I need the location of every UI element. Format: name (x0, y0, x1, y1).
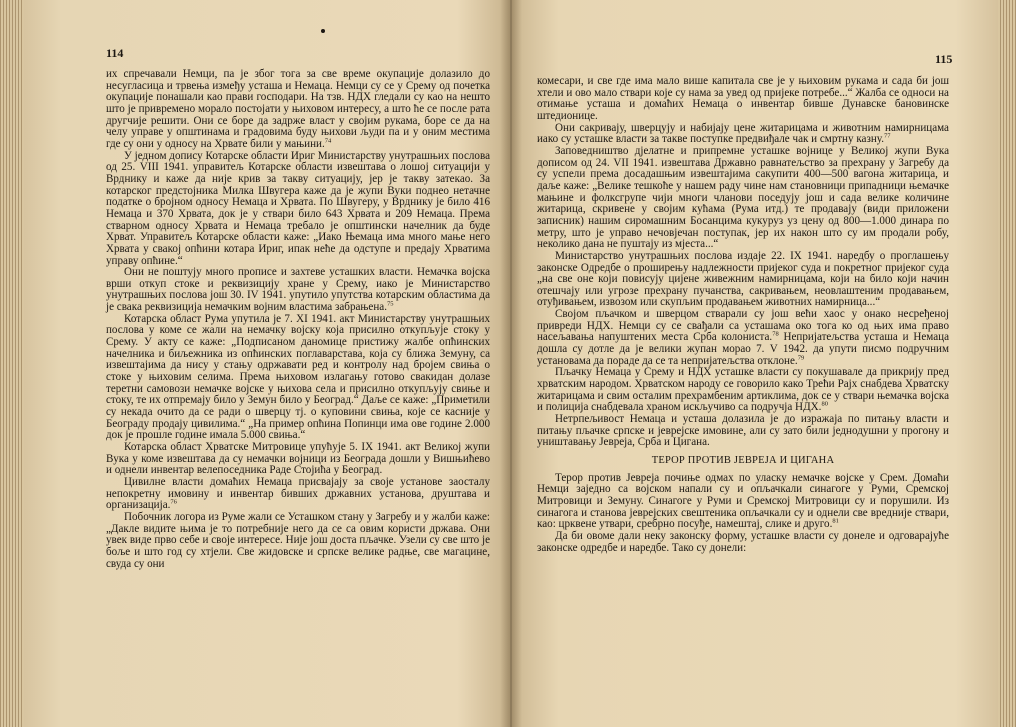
right-page-text (537, 76, 949, 554)
left-page-edges (0, 0, 24, 727)
left-page-text (106, 69, 490, 570)
right-page-edges (998, 0, 1016, 727)
paragraph (537, 531, 949, 554)
paragraph-text: Пљачку Немаца у Срему и НДХ усташке власти су покушавале да прикрију пред хрватским народом. Хрватском народу се говорило како Трећи Рајх снабдева Хрватску житарицама и свим осталим прехрамбеним артиклима, док се у ствари њемачка војска и полиција снабдевала храном искључиво са подручја НДХ. (537, 366, 949, 414)
ink-spot (321, 29, 325, 33)
paragraph-text: комесари, и све где има мало више капитала све је у њиховим рукама и сада би још хтели и ово мало ствари које су нама за увед од пријеке потребе...“ Жалба се односи на отимање усташа и домаћих Немаца о инвентар бивше Дунавске бановинске штедионице. (537, 75, 949, 122)
paragraph-text: Котарска област Рума упутила је 7. XI 1941. акт Министарству унутрашњих послова у коме се жали на немачку војску која присилно откупљује стоку у Срему. У акту се каже: „Подписаном даномице пристижу жалбе опћинских начелника и биљежника из опћинских поглаварстава, која су ближа Земуну, са извештајима да нису у стању одржавати ред и контролу над бројем свиња о стоке у њиховим селима. Према њиховом излагању готово свакидан долазе теретни самовози немачке војске у њихова села и присилно откупљују свиње и стоку, те их отпремају било у Земун било у Београд.“ Даље се каже: „Приметили су некада очито да се ради о шверцу тј. о куповини свиња, које се касније у Београду продају цивилима.“ „На пример опћина Попинци има ове године 2.000 док је прошле године имала 5.000 свиња.“ (106, 312, 490, 442)
footnote-marker: 81 (832, 517, 839, 525)
paragraphs-before-heading (537, 76, 949, 449)
paragraph-text: Котарска област Хрватске Митровице упућује 5. IX 1941. акт Великој жупи Вука у коме извештава да су немачки војници из Београда дошли у Вишњићево и однели инвентар велепоседника Раде Стојића у Београд. (106, 441, 490, 477)
paragraph-text: У једном допису Котарске области Ириг Министарству унутрашњих послова од 25. VIII 1941. управитељ Котарске области извештава о лошој ситуацији у Врднику и каже да није крив за такву ситуацију, јер је такву затекао. За котарског предстојника Милка Швугера каже да је жупи Вуки поднео нетачне податке о бројном односу Немаца и Хрвата. По Швугеру, у Врднику је било 416 Немаца и 370 Хрвата, док је у ствари било 643 Хрвата и 209 Немаца. Према стварном односу Хрвата и Немаца требало је општински начелник да буде Хрват. Управитељ Котарске области каже: „Иако Њемаца има много мање него Хрвата у свакој опћини котара Ириг, ипак неће да одступе и предају Хрватима управу опћине.“ (106, 149, 490, 267)
book-gutter (500, 0, 522, 727)
paragraph (106, 512, 490, 570)
paragraph-text: их спречавали Немци, па је због тога за све време окупације долазило до несугласица и трвења између усташа и Немаца. Немци су се у Срему од почетка окупације понашали као прави господари. На тзв. НДХ гледали су као на нешто што је привремено морало постојати у њиховом интересу, а што ће се после рата другчије решити. Они се боре да задрже власт у својим рукама, боре се да на челу управе у општинама и градовима буду њихови људи па и у оним местима где су они у односу на Хрвате били у мањини. (106, 68, 490, 150)
paragraph-text: Заповедништво дјелатне и припремне усташке војнице у Великој жупи Вука дописом од 24. VII 1941. извештава Државно равнатељство за прехрану у Загребу да су успели према досадашњим извештајима сакупити 400—500 вагона житарица, и даље каже: „Велике тешкоће у нашем раду чине нам становници припадници њемачке мањине и фолксгрупе чији многи чланови поседују још и сада велике количине житарица, скривене у својим кућама (Рума итд.) те продавају (види приложени записник) нашим сиромашним Босанцима кукуруз уз цену од 800—1.000 динара по метру, што је управо нечовјечан поступак, јер их након што су им продали робу, неколико дана не пуштају из мјеста...“ (537, 144, 949, 251)
paragraph (106, 69, 490, 151)
page-number: 114 (106, 46, 124, 60)
right-page (524, 0, 994, 727)
paragraphs-after-heading (537, 473, 949, 555)
footnote-marker: 76 (170, 498, 177, 506)
footnote-marker: 78 (772, 330, 779, 338)
paragraph-text: Побочник логора из Руме жали се Усташком стану у Загребу и у жалби каже: „Дакле видите њима је то потребније него да се са овим користи држава. Они увек виде прво себе и своје интересе. Није још доста пљачке. Узели су све што је боље и што год су хтјели. Све жидовске и српске велике радње, све магацине, свуда су они (106, 510, 490, 570)
paragraph-text: Да би овоме дали неку законску форму, усташке власти су донеле и одговарајуће законске одредбе и наредбе. Тако су донели: (537, 529, 949, 554)
left-page (28, 0, 500, 727)
footnote-marker: 75 (387, 300, 394, 308)
paragraph-text: Нетрпељивост Немаца и усташа долазила је до изражаја по питању власти и питању пљачке српске и јеврејске имовине, али су зато били једнодушни у прогону и уништавању Јевреја, Срба и Цигана. (537, 413, 949, 449)
paragraph (537, 123, 949, 146)
footnote-marker: 77 (884, 132, 891, 140)
paragraph (106, 267, 490, 314)
paragraph-text: Својом пљачком и шверцом стварали су још већи хаос у онако несређеној привреди НДХ. Немци су се свађали са усташама око тога ко од њих има право насељавања напуштених места Срба колониста. (537, 308, 949, 344)
paragraph (106, 477, 490, 512)
paragraph (537, 473, 949, 531)
paragraph (106, 442, 490, 477)
paragraph-text: Терор против Јевреја почиње одмах по уласку немачке војске у Срем. Домаћи Немци заједно са војском напали су и опљачкали синагоге у Руми, Сремској Митровици и Земуну. Синагоге у Руми и Сремској Митровици су и порушили. Из синагога и станова јеврејских свештеника опљачкали су и однели све вредније ствари, као: црквене утвари, сребрно посуђе, намештај, слике и друго. (537, 471, 949, 531)
paragraph (537, 146, 949, 251)
footnote-marker: 79 (797, 354, 805, 362)
paragraph (537, 414, 949, 449)
paragraph (106, 151, 490, 268)
paragraph-text: Министарство унутрашњих послова издаје 22. IX 1941. наредбу о проглашењу законске Одредбе о проширењу надлежности пријеког суда и покретног пријеког суда „на све оне који повисују цијене живежним намирницама, који на било који начин отешчају или угрозе прехрану пучанства, сакривањем, неовлаштеним продавањем, отуђивањем, извозом или скупљим продавањем животних намирница...“ (537, 249, 949, 309)
paragraph (537, 76, 949, 123)
page-number: 115 (935, 52, 953, 66)
paragraph (537, 251, 949, 309)
paragraph (537, 367, 949, 414)
paragraph (106, 314, 490, 442)
paragraph-text: Непријатељства усташа и Немаца дошла су дотле да је велики жупан морао 7. V 1942. да упути писмо подручним установама да пораде да се та непријатељства отклоне. (537, 331, 949, 367)
section-heading: ТЕРОР ПРОТИВ ЈЕВРЕЈА И ЦИГАНА (651, 455, 835, 466)
paragraph (537, 309, 949, 367)
footnote-marker: 74 (324, 137, 332, 145)
paragraph-text: Цивилне власти домаћих Немаца присвајају за своје установе заосталу непокретну имовину и инвентар бивших државних установа, друштава и организација. (106, 475, 490, 512)
paragraph-text: Они не поштују много прописе и захтеве усташких власти. Немачка војска врши откуп стоке и реквизицију хране у Срему, иако је Министарство унутрашњих послова још 30. IV 1941. упутило упутства котарским областима да је свака реквизиција немачким војним властима забрањена. (106, 266, 490, 314)
paragraph-text: Они сакривају, шверцују и набијају цене житарицама и животним намирницама иако су усташке власти за такве поступке предвиђале чак и смртну казну. (537, 121, 949, 146)
footnote-marker: 80 (821, 400, 828, 408)
